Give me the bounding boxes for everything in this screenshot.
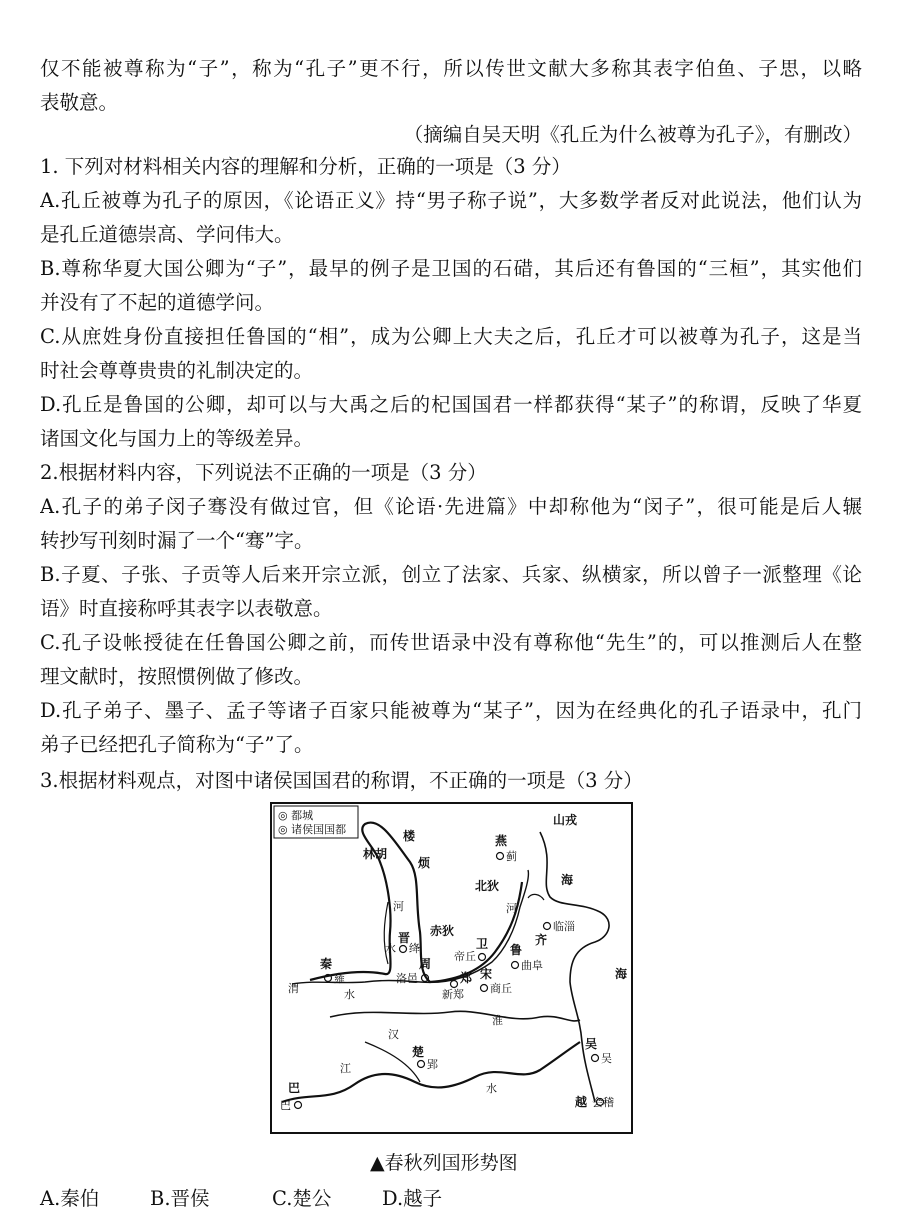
passage-line-2: 表敬意。 [40, 91, 119, 114]
passage-line-1: 仅不能被尊称为“子”，称为“孔子”更不行，所以传世文献大多称其表字伯鱼、子思，以略 [40, 57, 862, 80]
q2-option-d-line1: D.孔子弟子、墨子、孟子等诸子百家只能被尊为“某子”，因为在经典化的孔子语录中，孔门 [40, 699, 862, 722]
label-jin: 晋 [398, 931, 411, 945]
q1-option-a-line2: 是孔丘道德崇高、学问伟大。 [40, 223, 294, 246]
label-yue: 越 [575, 1095, 588, 1109]
q2-option-a-line2: 转抄写刊刻时漏了一个“骞”字。 [40, 529, 314, 552]
label-hai1: 海 [561, 873, 574, 887]
label-luoyi: 洛邑 [396, 972, 418, 985]
label-ba: 巴 [288, 1081, 301, 1095]
label-yan: 燕 [495, 834, 508, 848]
label-shangqiu: 商丘 [490, 982, 512, 995]
q1-option-c-line1: C.从庶姓身份直接担任鲁国的“相”，成为公卿上大夫之后，孔丘才可以被尊为孔子，这是当 [40, 325, 862, 348]
q1-stem: 1. 下列对材料相关内容的理解和分析，正确的一项是（3 分） [40, 155, 571, 178]
label-chidi: 赤狄 [430, 924, 455, 938]
q3-options [40, 1182, 482, 1216]
label-diqiu: 帝丘 [454, 950, 476, 963]
label-qi: 齐 [535, 933, 548, 947]
q3-option-b: B.晋侯 [150, 1187, 210, 1210]
q3-stem: 3.根据材料观点，对图中诸侯国国君的称谓，不正确的一项是（3 分） [40, 769, 643, 792]
label-chu: 楚 [412, 1045, 425, 1059]
legend-capital: ◎ 都城 [278, 809, 314, 822]
q2-option-a-line1: A.孔子的弟子闵子骞没有做过官，但《论语·先进篇》中却称他为“闵子”，很可能是后人辗 [40, 495, 862, 518]
label-lou: 楼 [403, 829, 416, 843]
label-wei-river2: 水 [344, 988, 355, 1001]
label-wei: 卫 [476, 937, 489, 951]
q1-option-d-line2: 诸国文化与国力上的等级差异。 [40, 427, 314, 450]
q2-option-d-line2: 弟子已经把孔子简称为“子”了。 [40, 733, 314, 756]
q3-option-a: A.秦伯 [40, 1187, 100, 1210]
label-lu: 鲁 [510, 943, 523, 957]
label-jiang: 江 [340, 1062, 351, 1075]
spring-autumn-map [270, 802, 633, 1134]
label-he2: 河 [506, 902, 517, 915]
label-he1: 河 [393, 900, 404, 913]
label-shanrong: 山戎 [553, 813, 578, 827]
q2-option-b-line1: B.子夏、子张、子贡等人后来开宗立派，创立了法家、兵家、纵横家，所以曾子一派整理《论 [40, 563, 862, 586]
label-linhu: 林胡 [363, 847, 388, 861]
q1-option-b-line1: B.尊称华夏大国公卿为“子”，最早的例子是卫国的石碏，其后还有鲁国的“三桓”，其实他们 [40, 257, 862, 280]
label-jiang-city: 绛 [409, 942, 420, 955]
q2-stem: 2.根据材料内容，下列说法不正确的一项是（3 分） [40, 461, 487, 484]
label-linzi: 临淄 [553, 920, 575, 933]
label-qufu: 曲阜 [521, 959, 543, 972]
label-ba-city: 巴 [280, 1099, 291, 1112]
q3-option-d: D.越子 [382, 1187, 443, 1210]
label-kuaiji: 会稽 [592, 1096, 614, 1109]
label-xinzheng: 新郑 [442, 988, 464, 1001]
label-zheng: 郑 [460, 971, 473, 985]
map-caption: ▲春秋列国形势图 [370, 1152, 518, 1174]
label-shui: 水 [385, 942, 396, 955]
label-ji: 蓟 [506, 850, 517, 863]
label-yong: 雍 [334, 972, 345, 985]
label-song: 宋 [480, 967, 493, 981]
q2-option-b-line2: 语》时直接称呼其表字以表敬意。 [40, 597, 333, 620]
q2-option-c-line1: C.孔子设帐授徒在任鲁国公卿之前，而传世语录中没有尊称他“先生”的，可以推测后人在整 [40, 631, 862, 654]
q1-option-d-line1: D.孔丘是鲁国的公卿，却可以与大禹之后的杞国国君一样都获得“某子”的称谓，反映了华夏 [40, 393, 862, 416]
label-hai2: 海 [615, 967, 628, 981]
label-shui2: 水 [486, 1082, 497, 1095]
label-huai: 淮 [492, 1014, 503, 1027]
q1-option-a-line1: A.孔丘被尊为孔子的原因，《论语正义》持“男子称子说”，大多数学者反对此说法，他们认为 [40, 189, 862, 212]
label-wu-capital: 吴 [601, 1052, 612, 1065]
label-wei-river: 渭 [288, 982, 299, 995]
label-ying: 郢 [427, 1058, 438, 1071]
q1-option-c-line2: 时社会尊尊贵贵的礼制决定的。 [40, 359, 314, 382]
q1-option-b-line2: 并没有了不起的道德学问。 [40, 291, 275, 314]
legend-state-capital: ◎ 诸侯国国都 [278, 823, 347, 836]
source-citation: （摘编自吴天明《孔丘为什么被尊为孔子》，有删改） [403, 123, 862, 146]
label-zhou: 周 [419, 957, 432, 971]
label-fan: 烦 [418, 856, 431, 870]
label-beidi: 北狄 [475, 879, 500, 893]
label-wu: 吴 [585, 1037, 598, 1051]
q3-option-c: C.楚公 [272, 1187, 332, 1210]
q2-option-c-line2: 理文献时，按照惯例做了修改。 [40, 665, 314, 688]
label-han: 汉 [388, 1028, 399, 1041]
label-qin: 秦 [320, 957, 333, 971]
